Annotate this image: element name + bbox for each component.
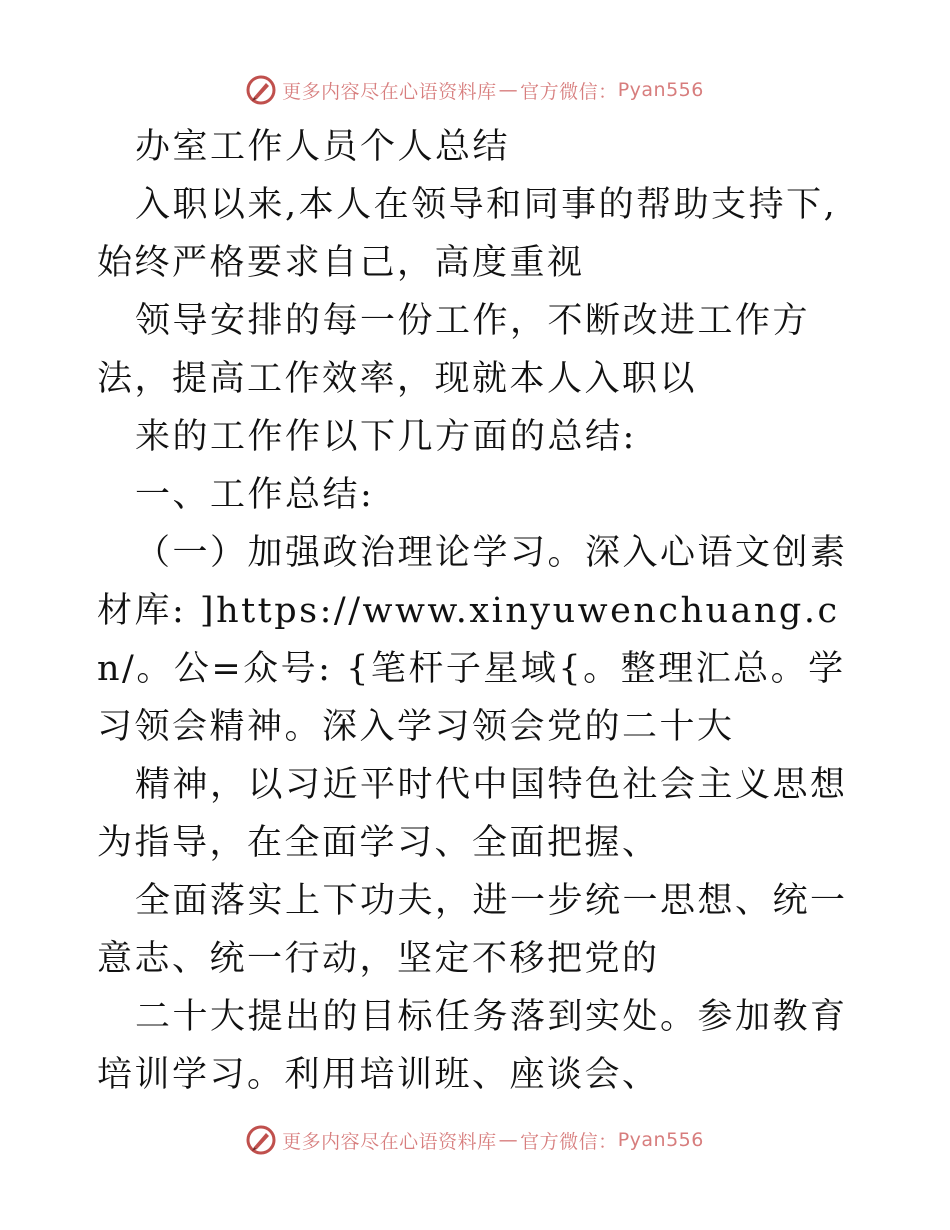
document-title: 办室工作人员个人总结: [135, 127, 511, 167]
section-heading: 一、工作总结:: [135, 475, 375, 515]
paragraph: 来的工作作以下几方面的总结:: [135, 417, 637, 457]
pen-logo-icon: [246, 1125, 276, 1155]
watermark-banner-top: [0, 70, 950, 110]
watermark-wechat-id: Pyan556: [617, 79, 704, 101]
watermark-official: 官方微信：: [520, 1130, 618, 1153]
watermark-wechat-id: Pyan556: [617, 1129, 704, 1151]
watermark-banner-bottom: [0, 1120, 950, 1160]
paragraph: （一）加强政治理论学习。深入心语文创素材库: ]https://www.xinyuwenchuang.cn/。公=众号: {笔杆子星域{。整理汇总。学习领会精神。深入学习领会党的二十大: [97, 533, 848, 747]
paragraph: 领导安排的每一份工作，不断改进工作方法，提高工作效率，现就本人入职以: [97, 301, 811, 399]
paragraph: 全面落实上下功夫，进一步统一思想、统一意志、统一行动，坚定不移把党的: [97, 881, 848, 979]
watermark-text: 更多内容尽在心语资料库: [282, 1130, 497, 1153]
paragraph: 精神，以习近平时代中国特色社会主义思想为指导，在全面学习、全面把握、: [97, 765, 848, 863]
watermark-text: 更多内容尽在心语资料库: [282, 80, 497, 103]
watermark-dash: —: [498, 1129, 519, 1151]
paragraph: 二十大提出的目标任务落到实处。参加教育培训学习。利用培训班、座谈会、: [97, 997, 848, 1095]
watermark-official: 官方微信：: [520, 80, 618, 103]
watermark-dash: —: [498, 79, 519, 101]
pen-logo-icon: [246, 75, 276, 105]
paragraph: 入职以来,本人在领导和同事的帮助支持下,始终严格要求自己，高度重视: [97, 185, 838, 283]
document-body: [97, 118, 857, 1104]
